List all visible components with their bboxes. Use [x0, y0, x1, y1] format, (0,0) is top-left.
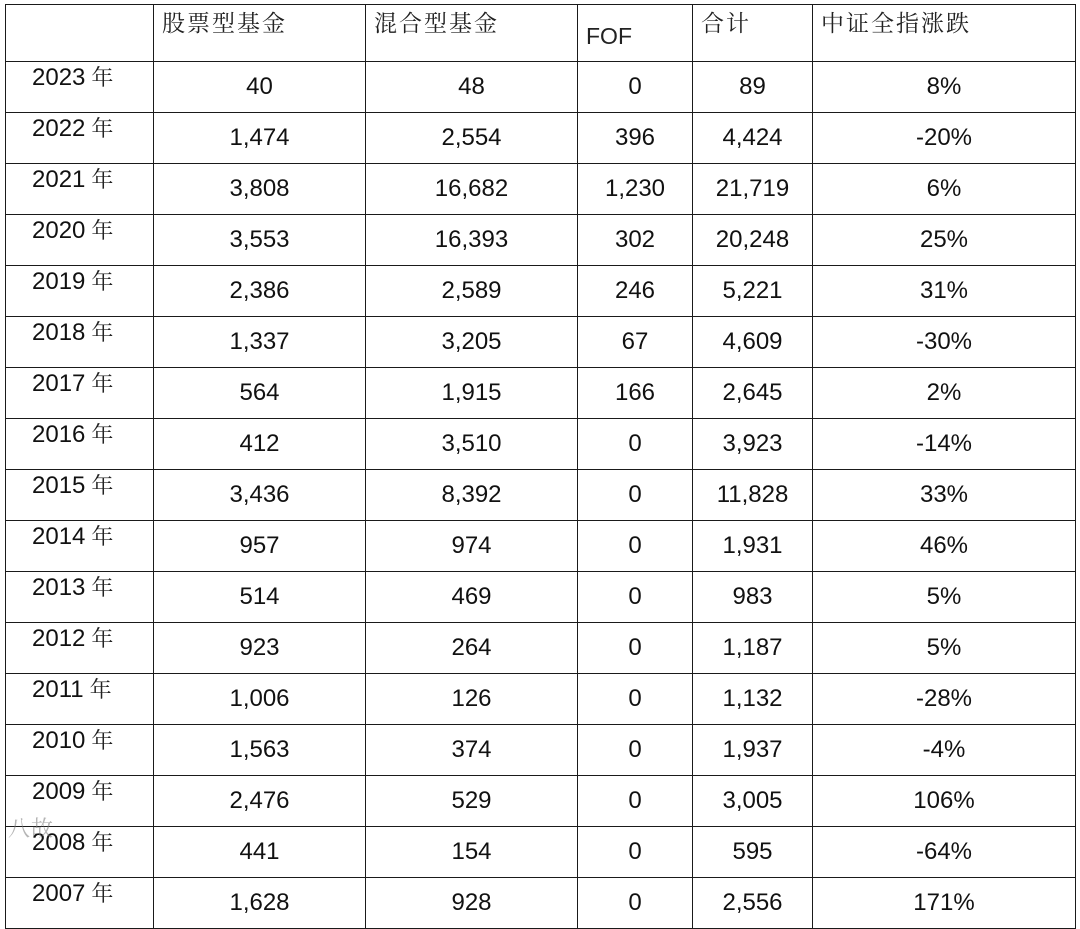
cell-csi-all-change: 5%: [813, 623, 1076, 674]
table-row: [6, 674, 1076, 725]
year-unit: 年: [91, 372, 114, 397]
cell-csi-all-change: -14%: [813, 419, 1076, 470]
cell-fof: 0: [578, 470, 693, 521]
cell-total: 2,645: [693, 368, 813, 419]
cell-total: 11,828: [693, 470, 813, 521]
table-row: [6, 113, 1076, 164]
year-unit: 年: [91, 576, 114, 601]
cell-year: [6, 827, 154, 878]
cell-total: 595: [693, 827, 813, 878]
cell-year: [6, 368, 154, 419]
cell-fof: 0: [578, 674, 693, 725]
header-mixed-fund: 混合型基金: [366, 5, 578, 62]
year-number: 2019: [32, 268, 86, 295]
table-row: [6, 827, 1076, 878]
cell-csi-all-change: -64%: [813, 827, 1076, 878]
cell-stock-fund: 2,386: [154, 266, 366, 317]
cell-csi-all-change: -30%: [813, 317, 1076, 368]
header-year: [6, 5, 154, 62]
table-header-row: [6, 5, 1076, 62]
cell-stock-fund: 441: [154, 827, 366, 878]
cell-year: [6, 623, 154, 674]
cell-fof: 0: [578, 419, 693, 470]
cell-year: [6, 62, 154, 113]
cell-year: [6, 113, 154, 164]
year-number: 2011: [32, 676, 84, 703]
cell-stock-fund: 2,476: [154, 776, 366, 827]
cell-csi-all-change: 6%: [813, 164, 1076, 215]
cell-total: 1,931: [693, 521, 813, 572]
table-row: [6, 521, 1076, 572]
year-unit: 年: [91, 117, 114, 142]
cell-mixed-fund: 16,393: [366, 215, 578, 266]
cell-stock-fund: 1,474: [154, 113, 366, 164]
cell-year: [6, 878, 154, 929]
cell-mixed-fund: 3,205: [366, 317, 578, 368]
cell-csi-all-change: 2%: [813, 368, 1076, 419]
cell-total: 4,424: [693, 113, 813, 164]
cell-total: 1,937: [693, 725, 813, 776]
cell-fof: 0: [578, 776, 693, 827]
cell-year: [6, 317, 154, 368]
year-unit: 年: [91, 780, 114, 805]
year-unit: 年: [91, 831, 114, 856]
cell-stock-fund: 957: [154, 521, 366, 572]
cell-year: [6, 776, 154, 827]
year-number: 2014: [32, 523, 86, 550]
table-row: [6, 62, 1076, 113]
cell-total: 1,132: [693, 674, 813, 725]
header-total: 合计: [693, 5, 813, 62]
cell-mixed-fund: 154: [366, 827, 578, 878]
year-number: 2015: [32, 472, 86, 499]
cell-total: 2,556: [693, 878, 813, 929]
cell-csi-all-change: 25%: [813, 215, 1076, 266]
year-unit: 年: [91, 882, 114, 907]
cell-year: [6, 419, 154, 470]
cell-mixed-fund: 529: [366, 776, 578, 827]
cell-total: 21,719: [693, 164, 813, 215]
cell-fof: 246: [578, 266, 693, 317]
cell-fof: 67: [578, 317, 693, 368]
cell-fof: 0: [578, 725, 693, 776]
year-number: 2009: [32, 778, 86, 805]
cell-csi-all-change: 106%: [813, 776, 1076, 827]
table-body: [6, 62, 1076, 929]
year-unit: 年: [91, 270, 114, 295]
header-fof: FOF: [578, 5, 693, 62]
cell-total: 4,609: [693, 317, 813, 368]
cell-csi-all-change: -4%: [813, 725, 1076, 776]
cell-mixed-fund: 974: [366, 521, 578, 572]
table-row: [6, 623, 1076, 674]
cell-total: 1,187: [693, 623, 813, 674]
cell-stock-fund: 40: [154, 62, 366, 113]
cell-csi-all-change: 171%: [813, 878, 1076, 929]
cell-mixed-fund: 8,392: [366, 470, 578, 521]
year-number: 2020: [32, 217, 86, 244]
year-number: 2016: [32, 421, 86, 448]
year-number: 2021: [32, 166, 86, 193]
cell-fof: 0: [578, 521, 693, 572]
cell-stock-fund: 1,006: [154, 674, 366, 725]
cell-fof: 302: [578, 215, 693, 266]
cell-fof: 0: [578, 827, 693, 878]
cell-csi-all-change: 31%: [813, 266, 1076, 317]
year-unit: 年: [91, 729, 114, 754]
cell-fof: 0: [578, 878, 693, 929]
cell-csi-all-change: -28%: [813, 674, 1076, 725]
cell-stock-fund: 923: [154, 623, 366, 674]
cell-stock-fund: 514: [154, 572, 366, 623]
year-number: 2013: [32, 574, 86, 601]
cell-year: [6, 215, 154, 266]
header-stock-fund: 股票型基金: [154, 5, 366, 62]
cell-fof: 1,230: [578, 164, 693, 215]
cell-year: [6, 521, 154, 572]
cell-mixed-fund: 374: [366, 725, 578, 776]
table-row: [6, 368, 1076, 419]
cell-mixed-fund: 469: [366, 572, 578, 623]
cell-mixed-fund: 1,915: [366, 368, 578, 419]
year-unit: 年: [91, 321, 114, 346]
table-row: [6, 419, 1076, 470]
cell-mixed-fund: 48: [366, 62, 578, 113]
table-row: [6, 317, 1076, 368]
cell-year: [6, 725, 154, 776]
year-unit: 年: [89, 678, 112, 703]
year-number: 2023: [32, 64, 86, 91]
cell-csi-all-change: 8%: [813, 62, 1076, 113]
year-unit: 年: [91, 474, 114, 499]
cell-mixed-fund: 264: [366, 623, 578, 674]
cell-stock-fund: 3,808: [154, 164, 366, 215]
cell-csi-all-change: 5%: [813, 572, 1076, 623]
cell-fof: 166: [578, 368, 693, 419]
cell-csi-all-change: -20%: [813, 113, 1076, 164]
year-unit: 年: [91, 423, 114, 448]
cell-fof: 0: [578, 62, 693, 113]
table-row: [6, 725, 1076, 776]
year-number: 2017: [32, 370, 86, 397]
cell-total: 983: [693, 572, 813, 623]
table-row: [6, 215, 1076, 266]
table-row: [6, 878, 1076, 929]
year-unit: 年: [91, 525, 114, 550]
cell-total: 89: [693, 62, 813, 113]
fund-table-container: [5, 4, 1076, 929]
year-unit: 年: [91, 66, 114, 91]
cell-mixed-fund: 126: [366, 674, 578, 725]
cell-total: 3,005: [693, 776, 813, 827]
cell-mixed-fund: 928: [366, 878, 578, 929]
cell-year: [6, 674, 154, 725]
cell-csi-all-change: 33%: [813, 470, 1076, 521]
year-number: 2008: [32, 829, 86, 856]
cell-total: 3,923: [693, 419, 813, 470]
header-csi-all-change: 中证全指涨跌: [813, 5, 1076, 62]
cell-total: 20,248: [693, 215, 813, 266]
table-row: [6, 776, 1076, 827]
cell-mixed-fund: 16,682: [366, 164, 578, 215]
year-unit: 年: [91, 168, 114, 193]
table-row: [6, 470, 1076, 521]
year-number: 2022: [32, 115, 86, 142]
cell-mixed-fund: 3,510: [366, 419, 578, 470]
cell-stock-fund: 564: [154, 368, 366, 419]
cell-mixed-fund: 2,554: [366, 113, 578, 164]
cell-fof: 0: [578, 572, 693, 623]
year-number: 2010: [32, 727, 86, 754]
year-number: 2012: [32, 625, 86, 652]
table-row: [6, 266, 1076, 317]
cell-csi-all-change: 46%: [813, 521, 1076, 572]
cell-fof: 0: [578, 623, 693, 674]
year-unit: 年: [91, 627, 114, 652]
fund-issuance-table: [5, 4, 1076, 929]
table-row: [6, 164, 1076, 215]
year-number: 2018: [32, 319, 86, 346]
cell-year: [6, 266, 154, 317]
cell-stock-fund: 1,337: [154, 317, 366, 368]
cell-stock-fund: 1,563: [154, 725, 366, 776]
cell-year: [6, 470, 154, 521]
year-number: 2007: [32, 880, 86, 907]
watermark-logo: 八故: [8, 817, 55, 842]
cell-fof: 396: [578, 113, 693, 164]
year-unit: 年: [91, 219, 114, 244]
cell-stock-fund: 3,436: [154, 470, 366, 521]
table-row: [6, 572, 1076, 623]
cell-mixed-fund: 2,589: [366, 266, 578, 317]
cell-total: 5,221: [693, 266, 813, 317]
cell-stock-fund: 3,553: [154, 215, 366, 266]
cell-year: [6, 164, 154, 215]
cell-year: [6, 572, 154, 623]
cell-stock-fund: 1,628: [154, 878, 366, 929]
cell-stock-fund: 412: [154, 419, 366, 470]
